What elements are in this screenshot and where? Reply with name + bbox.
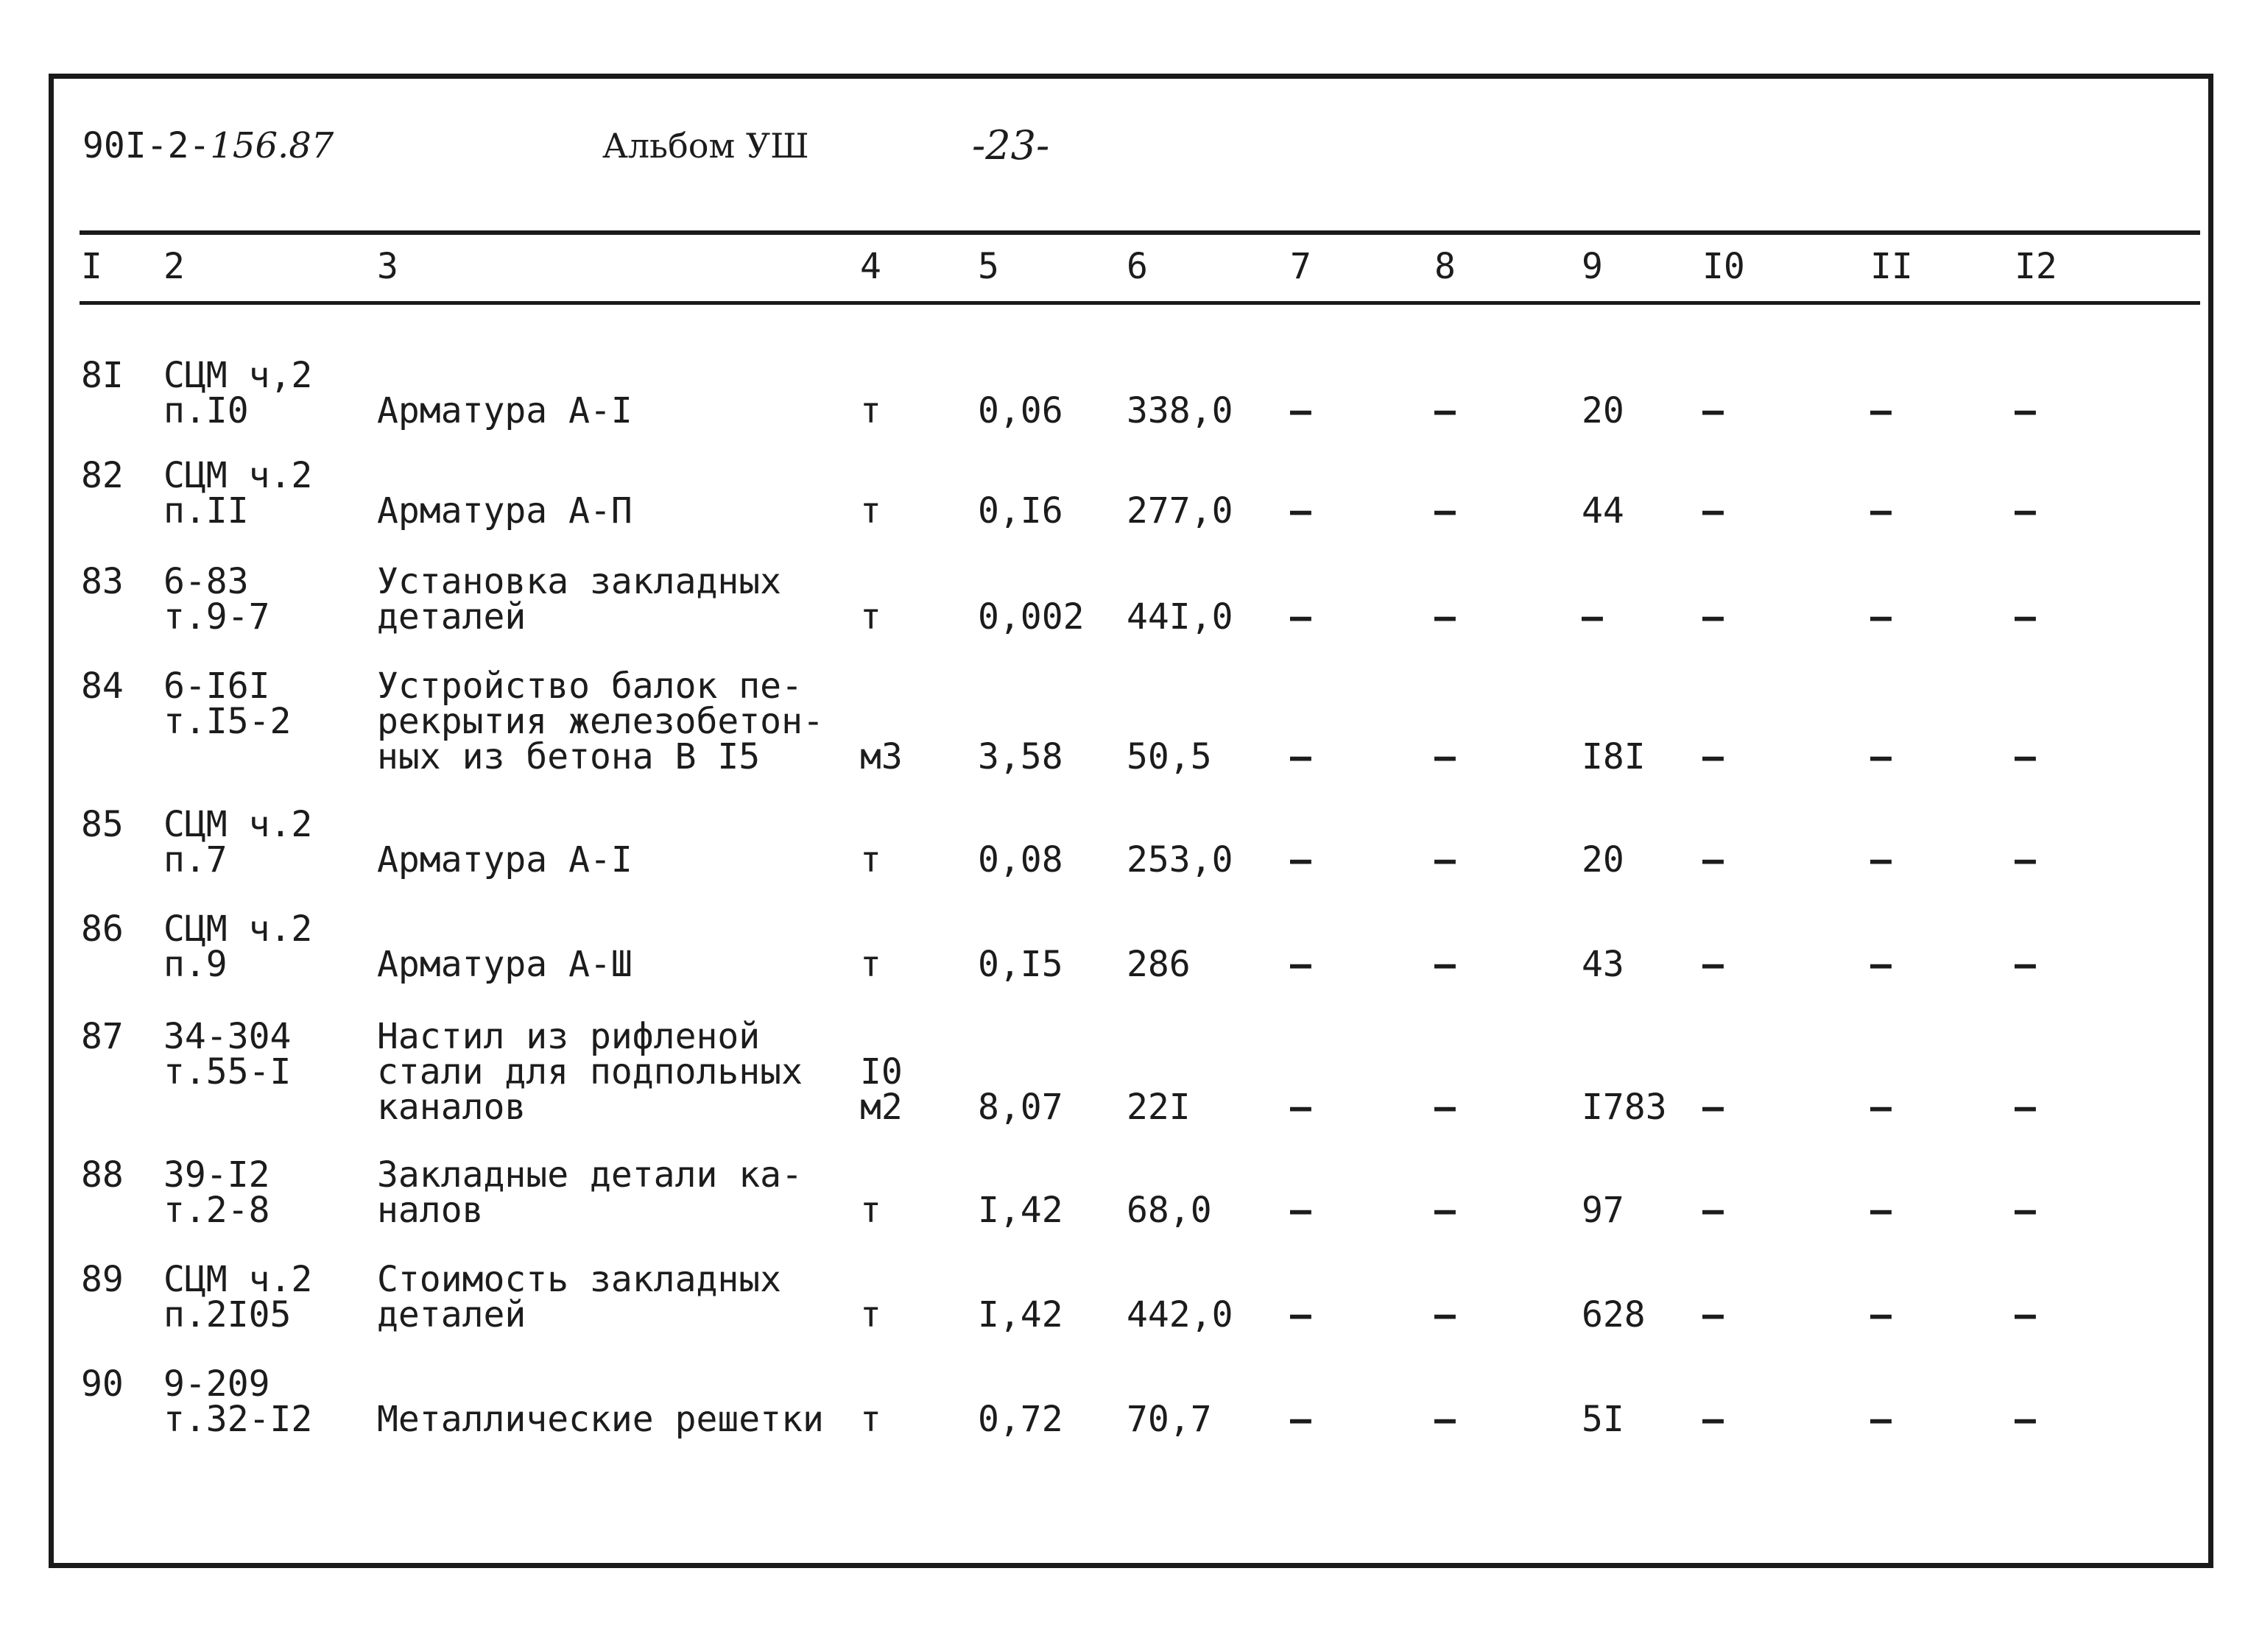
- norm-reference: т.I5-2: [163, 701, 292, 742]
- unit-cost-value: 70,7: [1127, 1399, 1212, 1440]
- column-7-value: –: [1290, 1294, 1311, 1335]
- column-number: I: [81, 246, 102, 287]
- unit-cost-value: 22I: [1127, 1087, 1191, 1128]
- column-number: 2: [163, 246, 185, 287]
- row-number: 85: [81, 804, 124, 845]
- document-frame: [49, 74, 2213, 1568]
- row-number: 8I: [81, 355, 124, 396]
- column-11-value: –: [1870, 736, 1892, 777]
- work-name: Арматура А-Ш: [377, 944, 633, 985]
- column-9-value: 97: [1582, 1190, 1624, 1231]
- unit-of-measure: I0: [860, 1051, 903, 1092]
- norm-reference: т.9-7: [163, 596, 270, 638]
- column-number: 3: [377, 246, 398, 287]
- column-11-value: –: [1870, 839, 1892, 880]
- column-12-value: –: [2015, 736, 2036, 777]
- unit-of-measure: т: [860, 596, 881, 638]
- column-11-value: –: [1870, 1399, 1892, 1440]
- row-number: 89: [81, 1259, 124, 1300]
- column-number: I2: [2015, 246, 2057, 287]
- column-8-value: –: [1434, 1190, 1456, 1231]
- quantity-value: 0,72: [978, 1399, 1063, 1440]
- column-number: 6: [1127, 246, 1148, 287]
- column-10-value: –: [1702, 839, 1724, 880]
- work-name: деталей: [377, 596, 526, 638]
- column-8-value: –: [1434, 839, 1456, 880]
- unit-cost-value: 50,5: [1127, 736, 1212, 777]
- document-code-prefix: 90I-2-: [82, 125, 211, 166]
- row-number: 82: [81, 455, 124, 496]
- quantity-value: 0,08: [978, 839, 1063, 880]
- column-10-value: –: [1702, 490, 1724, 532]
- column-7-value: –: [1290, 1087, 1311, 1128]
- unit-cost-value: 286: [1127, 944, 1191, 985]
- column-8-value: –: [1434, 736, 1456, 777]
- norm-reference: 6-83: [163, 561, 249, 602]
- quantity-value: 0,I5: [978, 944, 1063, 985]
- column-11-value: –: [1870, 596, 1892, 638]
- norm-reference: СЦМ ч.2: [163, 1259, 313, 1300]
- column-8-value: –: [1434, 1294, 1456, 1335]
- column-number: 5: [978, 246, 999, 287]
- column-11-value: –: [1870, 1190, 1892, 1231]
- column-12-value: –: [2015, 1399, 2036, 1440]
- column-9-value: –: [1582, 596, 1603, 638]
- row-number: 83: [81, 561, 124, 602]
- unit-of-measure: т: [860, 390, 881, 431]
- column-8-value: –: [1434, 1399, 1456, 1440]
- work-name: каналов: [377, 1087, 526, 1128]
- table-top-rule: [80, 230, 2200, 235]
- norm-reference: 6-I6I: [163, 666, 270, 707]
- column-number: 9: [1582, 246, 1603, 287]
- unit-cost-value: 253,0: [1127, 839, 1233, 880]
- work-name: рекрытия железобетон-: [377, 701, 824, 742]
- column-12-value: –: [2015, 839, 2036, 880]
- work-name: стали для подпольных: [377, 1051, 803, 1092]
- unit-cost-value: 277,0: [1127, 490, 1233, 532]
- work-name: Настил из рифленой: [377, 1016, 761, 1057]
- column-7-value: –: [1290, 390, 1311, 431]
- unit-cost-value: 442,0: [1127, 1294, 1233, 1335]
- column-number: 8: [1434, 246, 1456, 287]
- column-12-value: –: [2015, 1087, 2036, 1128]
- unit-of-measure: т: [860, 1399, 881, 1440]
- column-11-value: –: [1870, 1294, 1892, 1335]
- column-12-value: –: [2015, 596, 2036, 638]
- column-10-value: –: [1702, 596, 1724, 638]
- column-8-value: –: [1434, 490, 1456, 532]
- column-9-value: 628: [1582, 1294, 1646, 1335]
- column-number: 4: [860, 246, 881, 287]
- norm-reference: СЦМ ч.2: [163, 804, 313, 845]
- norm-reference: 39-I2: [163, 1154, 270, 1196]
- column-8-value: –: [1434, 1087, 1456, 1128]
- unit-of-measure: т: [860, 1190, 881, 1231]
- unit-of-measure: т: [860, 490, 881, 532]
- row-number: 90: [81, 1363, 124, 1405]
- work-name: Металлические решетки: [377, 1399, 824, 1440]
- document-code: [82, 125, 334, 166]
- work-name: Арматура А-I: [377, 390, 633, 431]
- work-name: Закладные детали ка-: [377, 1154, 803, 1196]
- column-8-value: –: [1434, 944, 1456, 985]
- column-10-value: –: [1702, 390, 1724, 431]
- norm-reference: 9-209: [163, 1363, 270, 1405]
- work-name: Устройство балок пе-: [377, 666, 803, 707]
- row-number: 84: [81, 666, 124, 707]
- row-number: 88: [81, 1154, 124, 1196]
- column-10-value: –: [1702, 944, 1724, 985]
- unit-cost-value: 338,0: [1127, 390, 1233, 431]
- norm-reference: п.II: [163, 490, 249, 532]
- column-10-value: –: [1702, 736, 1724, 777]
- work-name: Арматура А-I: [377, 839, 633, 880]
- table-header-rule: [80, 301, 2200, 305]
- column-12-value: –: [2015, 1190, 2036, 1231]
- norm-reference: СЦМ ч,2: [163, 355, 313, 396]
- work-name: деталей: [377, 1294, 526, 1335]
- column-9-value: 20: [1582, 390, 1624, 431]
- column-7-value: –: [1290, 1190, 1311, 1231]
- column-7-value: –: [1290, 839, 1311, 880]
- column-11-value: –: [1870, 1087, 1892, 1128]
- column-7-value: –: [1290, 736, 1311, 777]
- quantity-value: I,42: [978, 1294, 1063, 1335]
- column-10-value: –: [1702, 1087, 1724, 1128]
- quantity-value: 3,58: [978, 736, 1063, 777]
- unit-of-measure: м3: [860, 736, 903, 777]
- row-number: 86: [81, 908, 124, 950]
- unit-of-measure: м2: [860, 1087, 903, 1128]
- work-name: Установка закладных: [377, 561, 782, 602]
- column-number: 7: [1290, 246, 1311, 287]
- unit-of-measure: т: [860, 944, 881, 985]
- column-7-value: –: [1290, 944, 1311, 985]
- album-label: Альбом УШ: [602, 126, 809, 166]
- work-name: ных из бетона В I5: [377, 736, 761, 777]
- column-9-value: 5I: [1582, 1399, 1624, 1440]
- column-8-value: –: [1434, 390, 1456, 431]
- column-9-value: I783: [1582, 1087, 1667, 1128]
- column-8-value: –: [1434, 596, 1456, 638]
- column-11-value: –: [1870, 490, 1892, 532]
- column-12-value: –: [2015, 1294, 2036, 1335]
- column-11-value: –: [1870, 944, 1892, 985]
- column-10-value: –: [1702, 1294, 1724, 1335]
- quantity-value: 0,06: [978, 390, 1063, 431]
- column-12-value: –: [2015, 490, 2036, 532]
- norm-reference: СЦМ ч.2: [163, 455, 313, 496]
- column-7-value: –: [1290, 1399, 1311, 1440]
- quantity-value: I,42: [978, 1190, 1063, 1231]
- column-number: II: [1870, 246, 1913, 287]
- work-name: Арматура А-П: [377, 490, 633, 532]
- row-number: 87: [81, 1016, 124, 1057]
- unit-cost-value: 68,0: [1127, 1190, 1212, 1231]
- column-11-value: –: [1870, 390, 1892, 431]
- norm-reference: СЦМ ч.2: [163, 908, 313, 950]
- column-12-value: –: [2015, 390, 2036, 431]
- norm-reference: п.I0: [163, 390, 249, 431]
- norm-reference: 34-304: [163, 1016, 292, 1057]
- quantity-value: 0,002: [978, 596, 1085, 638]
- norm-reference: п.7: [163, 839, 228, 880]
- column-10-value: –: [1702, 1190, 1724, 1231]
- column-10-value: –: [1702, 1399, 1724, 1440]
- column-9-value: 44: [1582, 490, 1624, 532]
- work-name: Стоимость закладных: [377, 1259, 782, 1300]
- norm-reference: п.9: [163, 944, 228, 985]
- column-9-value: 20: [1582, 839, 1624, 880]
- norm-reference: т.2-8: [163, 1190, 270, 1231]
- column-12-value: –: [2015, 944, 2036, 985]
- norm-reference: т.55-I: [163, 1051, 292, 1092]
- unit-of-measure: т: [860, 1294, 881, 1335]
- document-code-handwritten: 156.87: [210, 125, 334, 166]
- column-7-value: –: [1290, 490, 1311, 532]
- column-number: I0: [1702, 246, 1745, 287]
- unit-of-measure: т: [860, 839, 881, 880]
- quantity-value: 0,I6: [978, 490, 1063, 532]
- column-7-value: –: [1290, 596, 1311, 638]
- column-9-value: 43: [1582, 944, 1624, 985]
- column-9-value: I8I: [1582, 736, 1646, 777]
- unit-cost-value: 44I,0: [1127, 596, 1233, 638]
- quantity-value: 8,07: [978, 1087, 1063, 1128]
- work-name: налов: [377, 1190, 484, 1231]
- norm-reference: п.2I05: [163, 1294, 292, 1335]
- page-number: -23-: [972, 122, 1050, 169]
- norm-reference: т.32-I2: [163, 1399, 313, 1440]
